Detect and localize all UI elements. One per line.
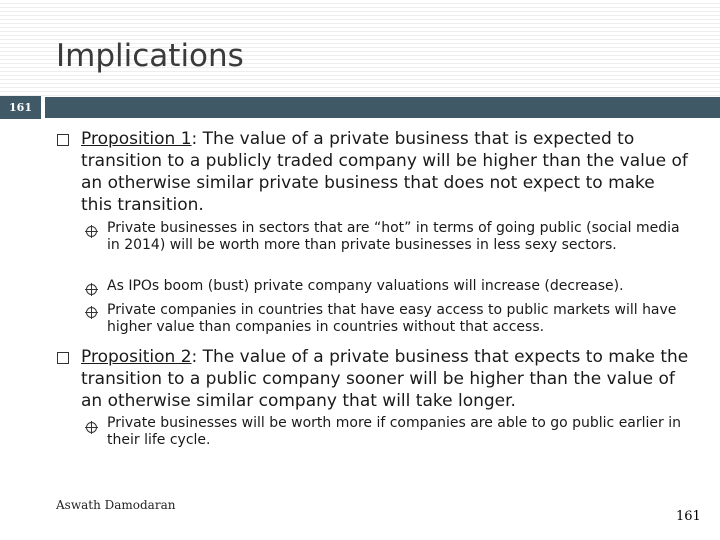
circled-plus-bullet-icon <box>86 422 97 433</box>
square-bullet-icon <box>57 134 69 146</box>
footer-author: Aswath Damodaran <box>56 498 176 512</box>
proposition-1-subpoint: Private companies in countries that have easy access to public markets will have higher value than companies in countries without that access. <box>107 302 677 335</box>
header-bar <box>45 97 720 118</box>
proposition-1-label: Proposition 1 <box>81 129 192 149</box>
square-bullet-icon <box>57 352 69 364</box>
circled-plus-bullet-icon <box>86 284 97 295</box>
proposition-1-text: : The value of a private business that is expected to transition to a publicly traded company will be higher than the value of an otherwise similar private business that does not expect to make this transition. <box>81 129 688 215</box>
proposition-1-subpoint: As IPOs boom (bust) private company valuations will increase (decrease). <box>107 278 624 294</box>
slide-title: Implications <box>56 38 244 74</box>
slide-number-tab: 161 <box>0 96 41 119</box>
circled-plus-bullet-icon <box>86 307 97 318</box>
proposition-1 <box>81 128 691 216</box>
proposition-2 <box>81 346 691 412</box>
proposition-2-subpoint: Private businesses will be worth more if companies are able to go public earlier in their life cycle. <box>107 415 682 448</box>
proposition-2-label: Proposition 2 <box>81 347 192 367</box>
proposition-1-subpoint: Private businesses in sectors that are “hot” in terms of going public (social media in 2014) will be worth more than private businesses in less sexy sectors. <box>107 220 680 253</box>
circled-plus-bullet-icon <box>86 226 97 237</box>
proposition-2-text: : The value of a private business that expects to make the transition to a public company sooner will be higher than the value of an otherwise similar company that will take longer. <box>81 347 689 411</box>
footer-page-number: 161 <box>676 509 701 524</box>
